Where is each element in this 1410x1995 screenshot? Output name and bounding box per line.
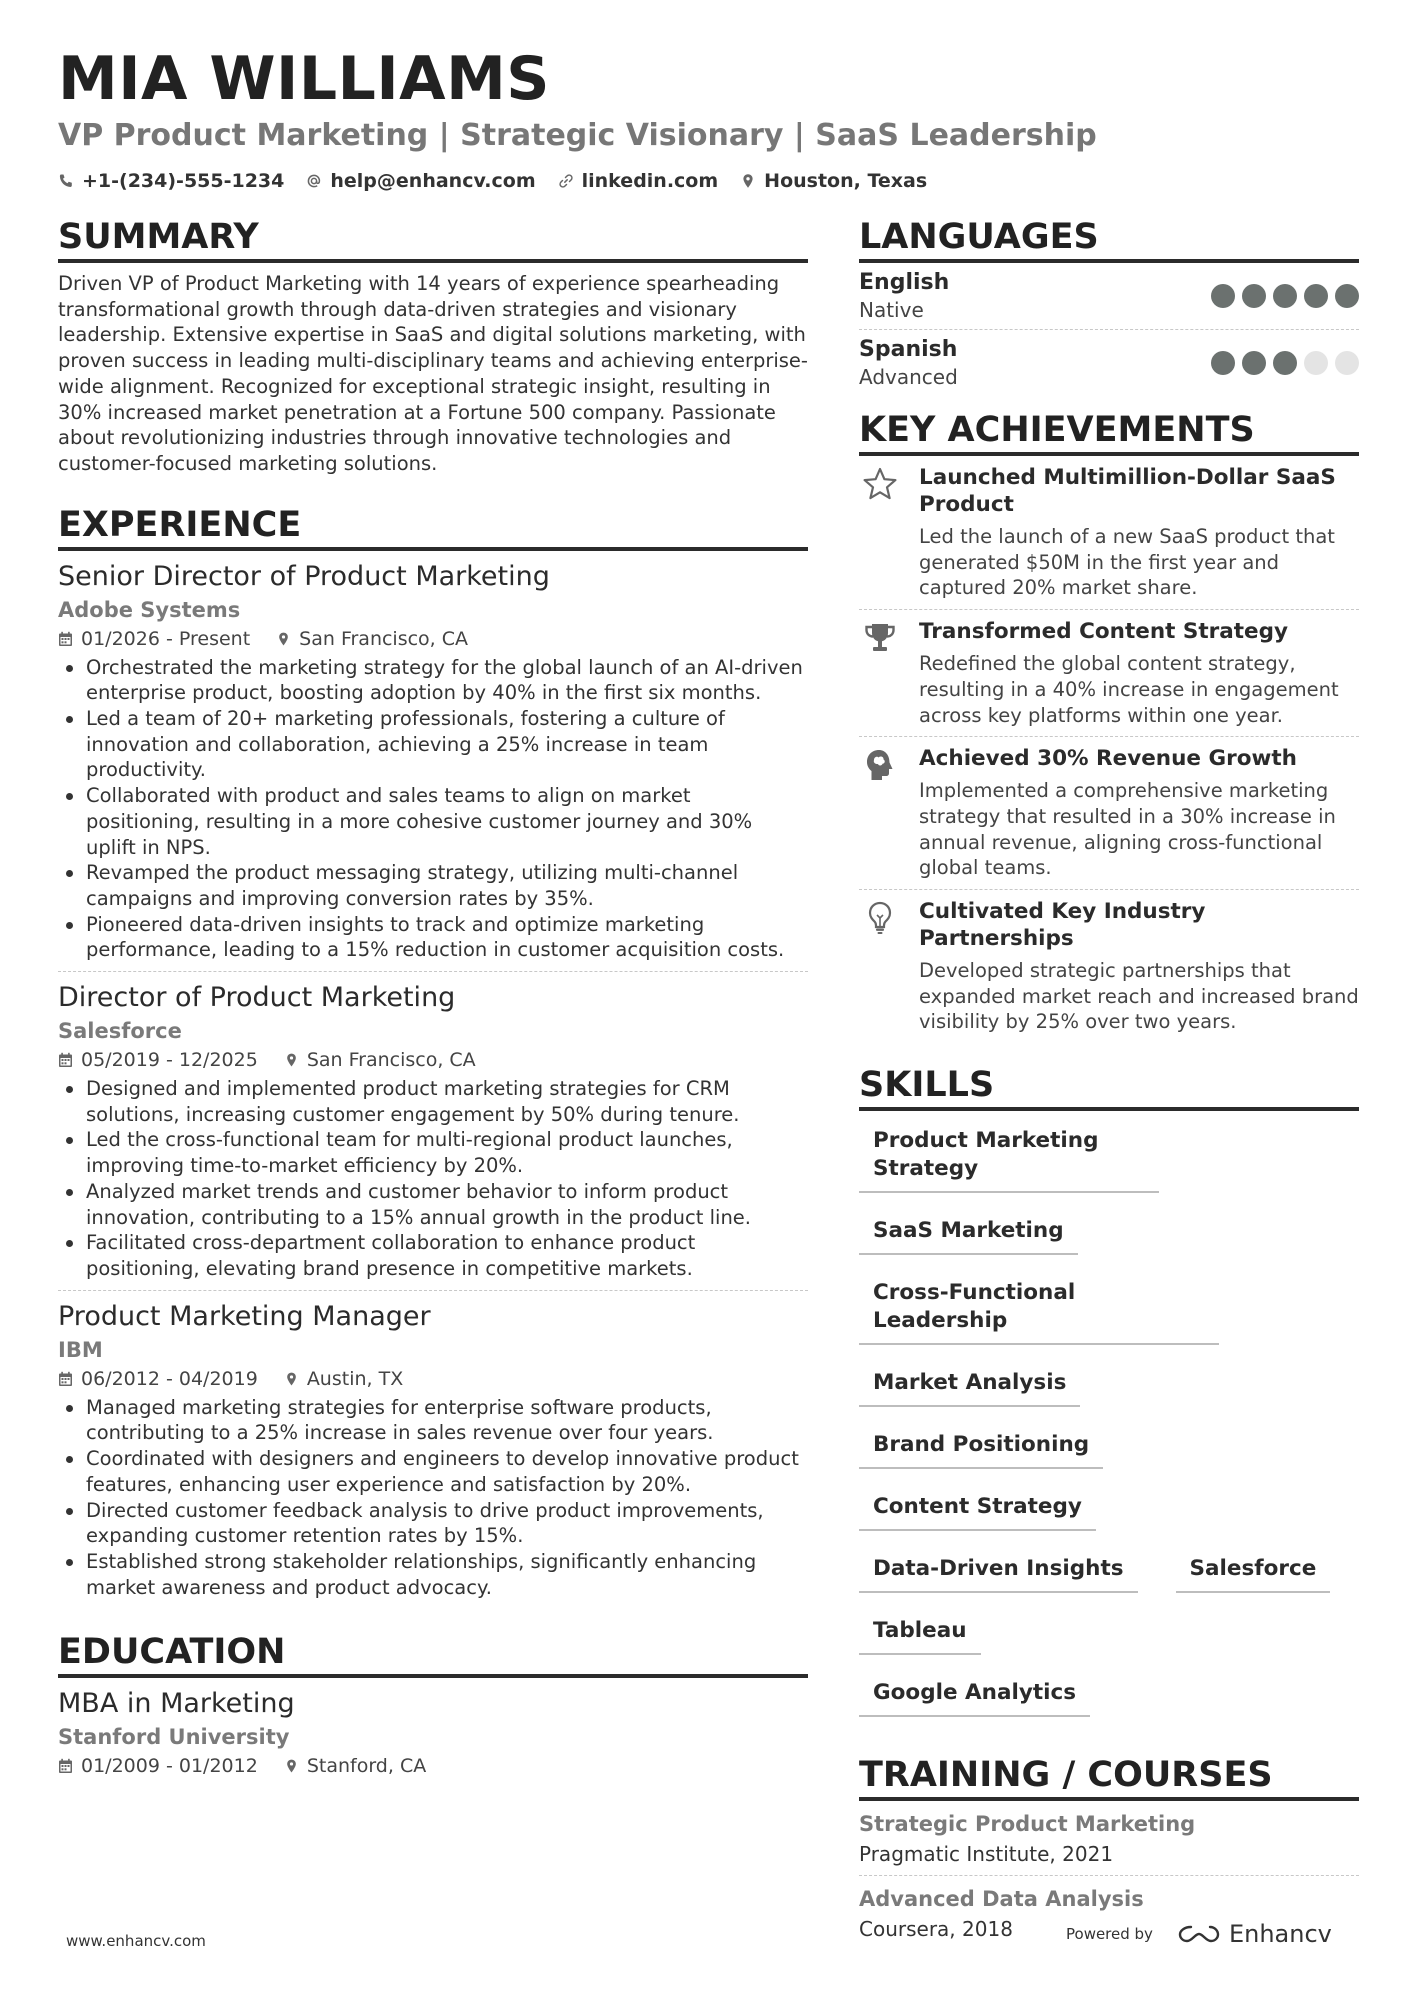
achievement-item [859,610,1359,737]
achievement-desc: Redefined the global content strategy, resulting in a 40% increase in engagement across key platforms within one year. [919,652,1339,727]
job-meta [58,1046,808,1074]
job-location: Austin, TX [306,1367,404,1390]
headline: VP Product Marketing | Strategic Visionary | SaaS Leadership [58,118,1097,153]
contact-linkedin[interactable] [558,168,719,194]
bullet-item: Managed marketing strategies for enterprise software products, contributing to a 25% increase in sales revenue over four years. [58,1395,808,1446]
achievement-title: Achieved 30% Revenue Growth [919,746,1297,772]
contact-location [740,168,927,194]
head-brain-icon [862,747,898,783]
skill-tag: Market Analysis [859,1367,1080,1407]
job-entry [58,1299,808,1609]
company-name: Adobe Systems [58,597,241,622]
experience-section [58,503,808,1609]
language-level: Advanced [859,365,958,389]
job-title: Product Marketing Manager [58,1300,431,1332]
location-pin-icon [740,173,756,189]
skill-tag: Data-Driven Insights [859,1553,1138,1593]
trophy-icon [862,620,898,656]
achievement-item [859,456,1359,610]
job-title: Director of Product Marketing [58,982,456,1014]
summary-heading: SUMMARY [58,215,808,263]
course-provider: Pragmatic Institute, 2021 [859,1842,1114,1867]
lightbulb-icon [862,900,898,936]
course-name: Advanced Data Analysis [859,1887,1144,1912]
education-location: Stanford, CA [306,1755,427,1778]
bullet-item: Orchestrated the marketing strategy for the global launch of an AI-driven enterprise product, boosting adoption by 40% in the first six months. [58,655,808,706]
calendar-icon [58,631,73,647]
skill-tag: Cross-Functional Leadership [859,1277,1219,1345]
skill-tag: Google Analytics [859,1677,1090,1717]
job-dates: 06/2012 - 04/2019 [81,1367,258,1390]
phone-icon [58,173,74,189]
job-bullets [58,655,808,963]
education-heading: EDUCATION [58,1630,808,1678]
summary-section [58,215,808,477]
rating-dot-filled [1304,284,1328,308]
location-pin-icon [284,1758,299,1774]
skill-tag: Content Strategy [859,1491,1096,1531]
job-bullets [58,1076,808,1282]
job-location: San Francisco, CA [306,1049,476,1072]
achievement-title: Transformed Content Strategy [919,619,1289,645]
brand-name: Enhancv [1228,1920,1332,1948]
bullet-item: Led a team of 20+ marketing professionals, fostering a culture of innovation and collaboration, achieving a 25% increase in team productivity. [58,706,808,783]
course-provider: Coursera, 2018 [859,1917,1013,1942]
company-name: Salesforce [58,1019,182,1044]
location-pin-icon [276,631,291,647]
bullet-item: Established strong stakeholder relationships, significantly enhancing market awareness and product advocacy. [58,1549,808,1600]
language-item [859,330,1359,396]
education-dates: 01/2009 - 01/2012 [81,1755,258,1778]
enhancv-logo-icon [1177,1922,1221,1946]
skills-list [859,1125,1359,1717]
skill-tag: Salesforce [1176,1553,1331,1593]
bullet-item: Analyzed market trends and customer behavior to inform product innovation, contributing to a 15% annual growth in the product line. [58,1179,808,1230]
job-meta [58,1365,808,1393]
training-heading: TRAINING / COURSES [859,1753,1359,1801]
job-entry [58,980,808,1291]
language-level: Native [859,298,924,322]
rating-dot-empty [1304,351,1328,375]
location-pin-icon [284,1052,299,1068]
education-meta [58,1752,808,1780]
powered-by-label: Powered by [1066,1925,1153,1943]
bullet-item: Led the cross-functional team for multi-regional product launches, improving time-to-market efficiency by 20%. [58,1127,808,1178]
language-name: English [859,270,950,295]
bullet-item: Directed customer feedback analysis to drive product improvements, expanding customer retention rates by 15%. [58,1498,808,1549]
at-icon [306,173,322,189]
skill-tag: Tableau [859,1615,981,1655]
rating-dot-filled [1242,351,1266,375]
language-rating [1211,351,1359,375]
bullet-item: Pioneered data-driven insights to track and optimize marketing performance, leading to a 15% reduction in customer acquisition costs. [58,912,808,963]
job-entry [58,559,808,972]
right-column [859,215,1359,1950]
contact-location-text: Houston, Texas [764,170,928,192]
degree: MBA in Marketing [58,1688,295,1720]
language-rating [1211,284,1359,308]
job-dates: 05/2019 - 12/2025 [81,1049,258,1072]
skill-tag: Product Marketing Strategy [859,1125,1159,1193]
course-name: Strategic Product Marketing [859,1812,1196,1837]
footer-branding [1066,1920,1332,1948]
contact-phone-text: +1-(234)-555-1234 [82,170,285,192]
school-name: Stanford University [58,1725,290,1750]
bullet-item: Collaborated with product and sales teams to align on market positioning, resulting in a more cohesive customer journey and 30% uplift in NPS. [58,783,808,860]
contact-email-text: help@enhancv.com [330,170,536,192]
achievements-heading: KEY ACHIEVEMENTS [859,408,1359,456]
achievements-section [859,408,1359,1043]
star-icon [862,466,898,502]
candidate-name: MIA WILLIAMS [58,44,551,114]
skill-tag: SaaS Marketing [859,1215,1078,1255]
job-meta [58,625,808,653]
experience-heading: EXPERIENCE [58,503,808,551]
bullet-item: Revamped the product messaging strategy, utilizing multi-channel campaigns and improving conversion rates by 35%. [58,860,808,911]
rating-dot-filled [1273,284,1297,308]
bullet-item: Designed and implemented product marketing strategies for CRM solutions, increasing customer engagement by 50% during tenure. [58,1076,808,1127]
contact-phone[interactable] [58,168,284,194]
footer-website[interactable]: www.enhancv.com [66,1932,206,1950]
job-location: San Francisco, CA [299,627,469,650]
language-item [859,263,1359,330]
skills-heading: SKILLS [859,1063,1359,1111]
skills-section [859,1063,1359,1717]
education-section [58,1630,808,1780]
languages-section [859,215,1359,396]
contact-linkedin-text: linkedin.com [581,170,719,192]
rating-dot-filled [1211,284,1235,308]
calendar-icon [58,1052,73,1068]
achievement-desc: Developed strategic partnerships that expanded market reach and increased brand visibility by 25% over two years. [919,959,1359,1034]
rating-dot-filled [1335,284,1359,308]
achievement-title: Cultivated Key Industry Partnerships [919,899,1206,952]
languages-heading: LANGUAGES [859,215,1359,263]
link-icon [558,173,574,189]
skill-tag: Brand Positioning [859,1429,1103,1469]
achievement-desc: Led the launch of a new SaaS product that generated $50M in the first year and captured 20% market share. [919,525,1335,600]
company-name: IBM [58,1337,103,1362]
achievement-title: Launched Multimillion-Dollar SaaS Product [919,465,1336,517]
rating-dot-empty [1335,351,1359,375]
rating-dot-filled [1242,284,1266,308]
enhancv-logo[interactable] [1177,1920,1332,1948]
job-bullets [58,1395,808,1601]
rating-dot-filled [1273,351,1297,375]
job-title: Senior Director of Product Marketing [58,560,550,592]
bullet-item: Facilitated cross-department collaboration to enhance product positioning, elevating brand presence in competitive markets. [58,1230,808,1281]
contact-bar [58,168,927,194]
summary-text: Driven VP of Product Marketing with 14 years of experience spearheading transformational growth through data-driven strategies and visionary leadership. Extensive expertise in SaaS and digital solutions marketing, with proven success in leading multi-disciplinary teams and achieving enterprise-wide alignment. Recognized for exceptional strategic insight, resulting in 30% increased market penetration at a Fortune 500 company. Passionate about revolutionizing industries through innovative technologies and customer-focused marketing solutions. [58,272,808,475]
achievement-desc: Implemented a comprehensive marketing strategy that resulted in a 30% increase in annual revenue, aligning cross-functional global teams. [919,779,1336,880]
location-pin-icon [284,1371,299,1387]
calendar-icon [58,1371,73,1387]
rating-dot-filled [1211,351,1235,375]
achievement-item [859,890,1359,1043]
calendar-icon [58,1758,73,1774]
achievement-item [859,737,1359,890]
contact-email[interactable] [306,168,535,194]
job-dates: 01/2026 - Present [81,627,251,650]
bullet-item: Coordinated with designers and engineers to develop innovative product features, enhancing user experience and satisfaction by 20%. [58,1446,808,1497]
language-name: Spanish [859,337,958,362]
course-item [859,1801,1359,1876]
left-column [58,215,808,1780]
